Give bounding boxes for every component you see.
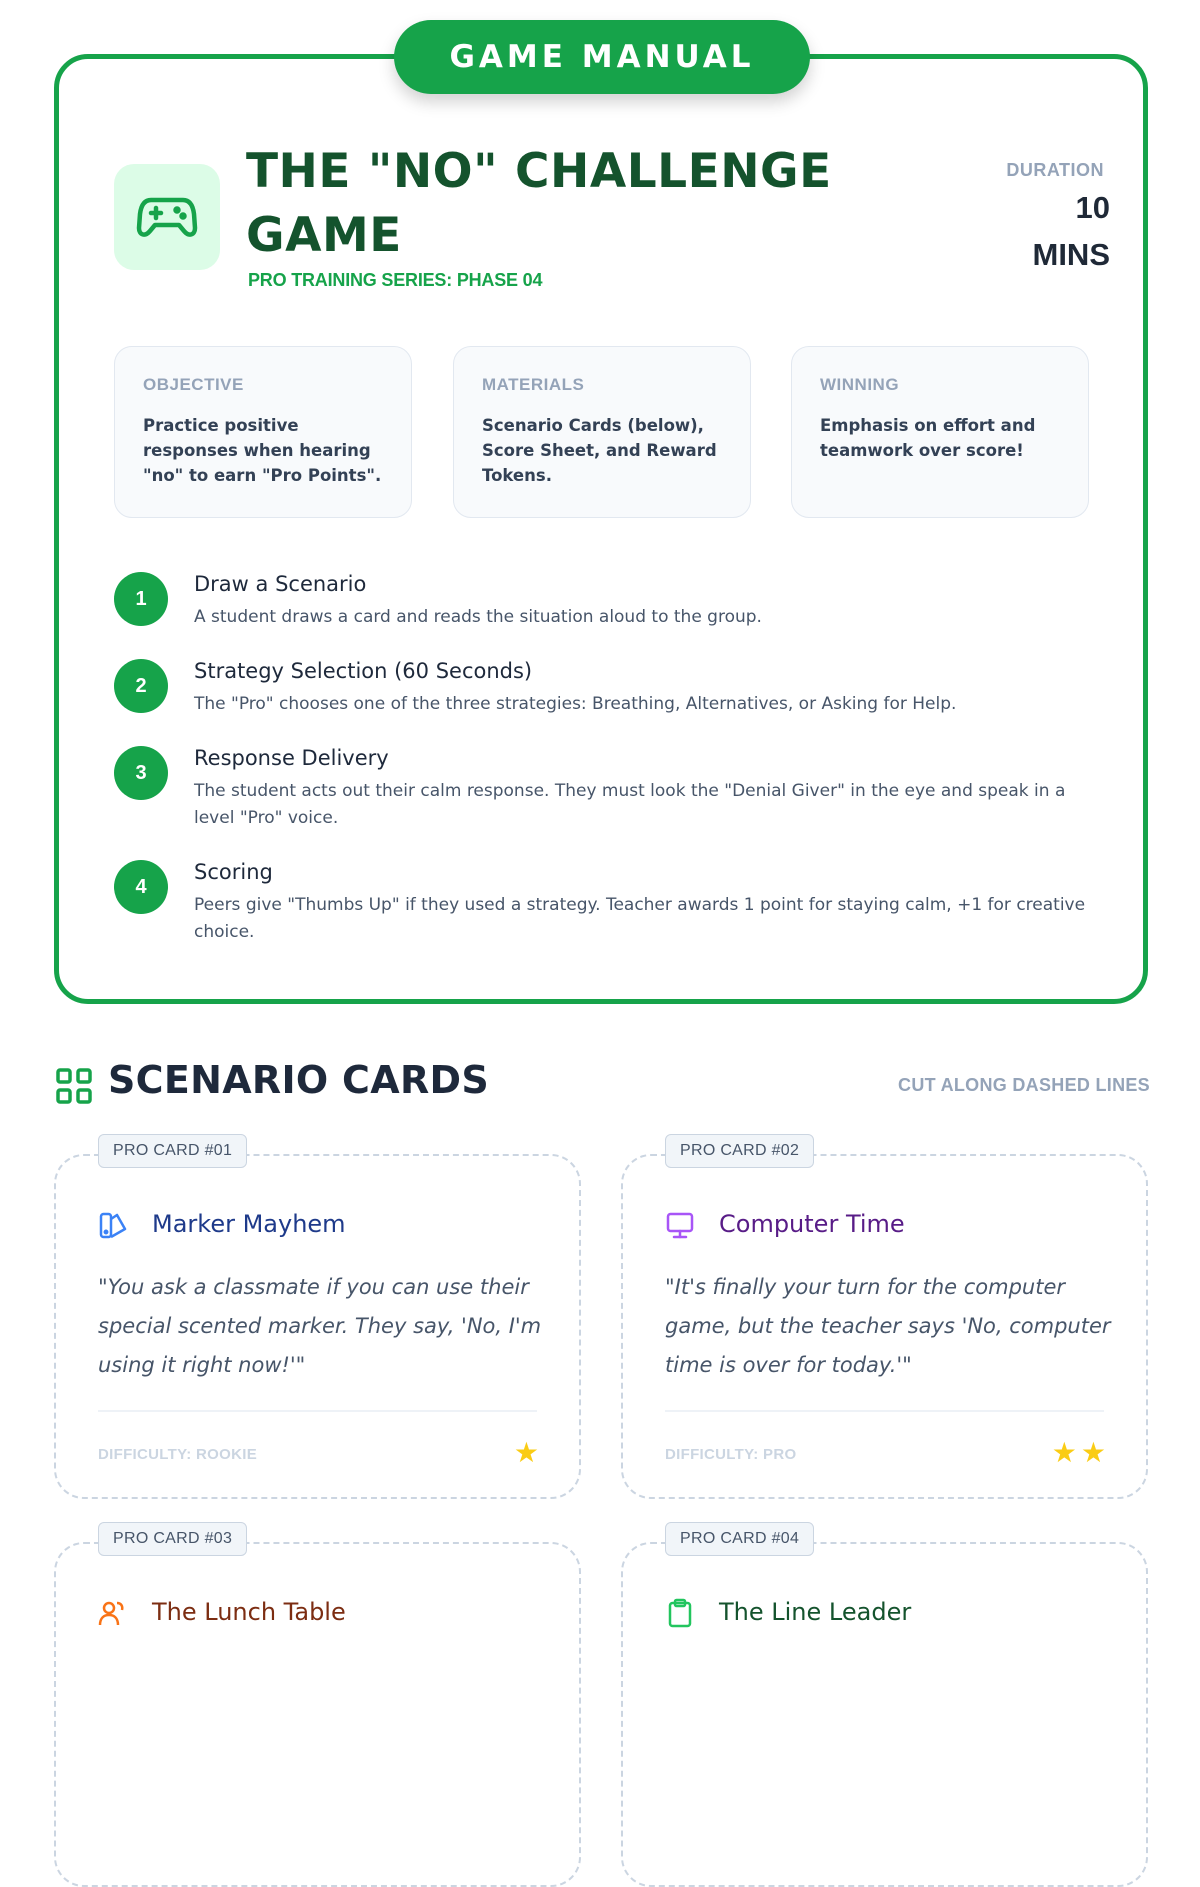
materials-label: MATERIALS bbox=[482, 375, 585, 394]
scenario-card-4 bbox=[621, 1530, 1148, 1887]
step-description: The student acts out their calm response. They must look the "Denial Giver" in the eye and speak in a level "Pro" voice. bbox=[194, 781, 1066, 828]
game-logo bbox=[114, 164, 220, 270]
section-title: SCENARIO CARDS bbox=[108, 1058, 490, 1102]
card-tag: PRO CARD #01 bbox=[98, 1134, 247, 1168]
card-tag: PRO CARD #02 bbox=[665, 1134, 814, 1168]
star-icon: ★ bbox=[513, 1436, 539, 1469]
card-difficulty: DIFFICULTY: PRO bbox=[665, 1446, 797, 1463]
card-tag: PRO CARD #04 bbox=[665, 1522, 814, 1556]
card-title: Computer Time bbox=[719, 1210, 905, 1238]
cut-instructions: CUT ALONG DASHED LINES bbox=[898, 1075, 1150, 1095]
card-quote: "You ask a classmate if you can use their special scented marker. They say, 'No, I'm using it right now!'" bbox=[98, 1275, 542, 1377]
winning-text: Emphasis on effort and teamwork over score! bbox=[820, 416, 1036, 460]
star-icon: ★ bbox=[1051, 1436, 1077, 1469]
objective-label: OBJECTIVE bbox=[143, 375, 244, 394]
difficulty-stars bbox=[1052, 1438, 1106, 1468]
scenario-card-1 bbox=[54, 1142, 581, 1499]
objective-card bbox=[114, 346, 412, 518]
grid-icon bbox=[56, 1068, 92, 1104]
step-description: A student draws a card and reads the situation aloud to the group. bbox=[194, 607, 762, 627]
game-subtitle: PRO TRAINING SERIES: PHASE 04 bbox=[248, 270, 543, 290]
winning-card bbox=[791, 346, 1089, 518]
card-quote: "It's finally your turn for the computer game, but the teacher says 'No, computer time is over for today.'" bbox=[665, 1275, 1111, 1377]
materials-card bbox=[453, 346, 751, 518]
scenario-card-2 bbox=[621, 1142, 1148, 1499]
users-icon bbox=[98, 1598, 128, 1628]
card-divider bbox=[98, 1410, 537, 1412]
monitor-icon bbox=[665, 1210, 695, 1240]
step-number: 1 bbox=[114, 572, 168, 626]
star-icon: ★ bbox=[1080, 1436, 1106, 1469]
card-title: The Line Leader bbox=[719, 1598, 912, 1626]
difficulty-stars bbox=[514, 1438, 539, 1468]
gamepad-icon bbox=[137, 194, 197, 240]
step-title: Strategy Selection (60 Seconds) bbox=[194, 659, 533, 683]
objective-text: Practice positive responses when hearing "no" to earn "Pro Points". bbox=[143, 416, 382, 485]
game-title: THE "NO" CHALLENGE GAME bbox=[246, 144, 832, 263]
step-title: Scoring bbox=[194, 860, 273, 884]
step-title: Response Delivery bbox=[194, 746, 389, 770]
game-manual-badge: GAME MANUAL bbox=[394, 20, 810, 94]
card-title: The Lunch Table bbox=[152, 1598, 346, 1626]
scenario-card-3 bbox=[54, 1530, 581, 1887]
duration-label: DURATION bbox=[1006, 160, 1104, 180]
step-title: Draw a Scenario bbox=[194, 572, 367, 596]
step-description: The "Pro" chooses one of the three strategies: Breathing, Alternatives, or Asking for Help. bbox=[194, 694, 957, 714]
step-description: Peers give "Thumbs Up" if they used a strategy. Teacher awards 1 point for staying calm, +1 for creative choice. bbox=[194, 895, 1086, 942]
materials-text: Scenario Cards (below), Score Sheet, and Reward Tokens. bbox=[482, 416, 717, 485]
palette-icon bbox=[98, 1210, 128, 1240]
step-number: 2 bbox=[114, 659, 168, 713]
clipboard-icon bbox=[665, 1598, 695, 1628]
duration-value: 10 MINS bbox=[1032, 190, 1110, 272]
step-number: 3 bbox=[114, 746, 168, 800]
winning-label: WINNING bbox=[820, 375, 900, 394]
card-title: Marker Mayhem bbox=[152, 1210, 346, 1238]
card-tag: PRO CARD #03 bbox=[98, 1522, 247, 1556]
card-difficulty: DIFFICULTY: ROOKIE bbox=[98, 1446, 257, 1463]
step-number: 4 bbox=[114, 860, 168, 914]
card-divider bbox=[665, 1410, 1104, 1412]
